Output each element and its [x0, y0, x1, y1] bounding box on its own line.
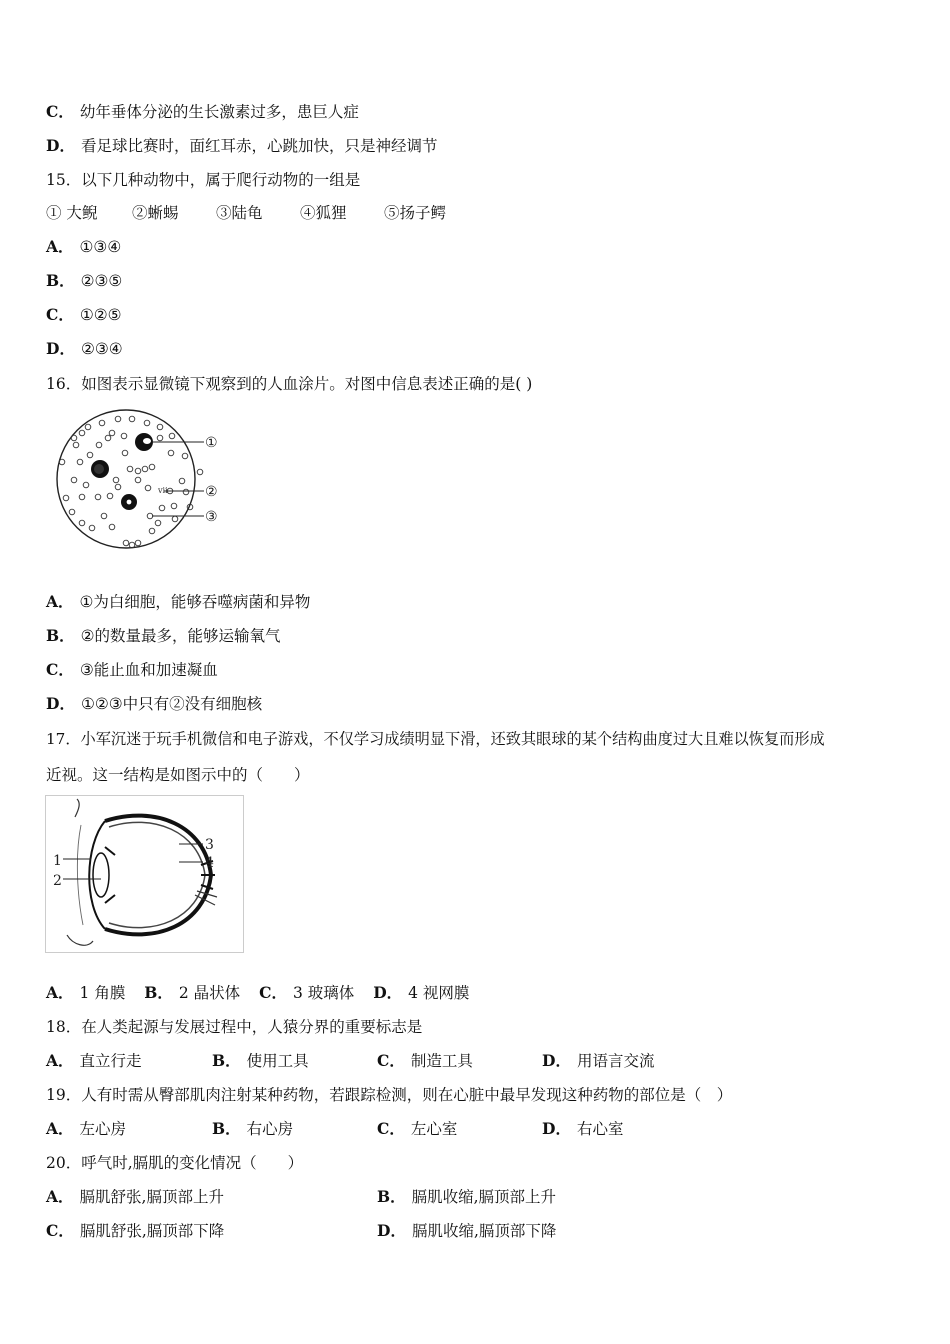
q15-stem: 15．以下几种动物中，属于爬行动物的一组是	[46, 171, 361, 189]
q16-stem: 16．如图表示显微镜下观察到的人血涂片。对图中信息表述正确的是( )	[46, 375, 533, 393]
smear-label-2: ②	[205, 484, 218, 500]
q16-option-d: D． ①②③中只有②没有细胞核	[46, 694, 263, 713]
smear-label-3: ③	[205, 509, 218, 525]
smear-label-1: ①	[205, 435, 218, 451]
q16-option-b: B． ②的数量最多，能够运输氧气	[46, 626, 281, 645]
q17-options: A． 1 角膜 B． 2 晶状体 C． 3 玻璃体 D． 4 视网膜	[46, 983, 470, 1002]
eye-figure	[45, 795, 245, 955]
blood-smear-figure	[52, 405, 232, 555]
eye-label-1: 1	[53, 853, 62, 869]
q15-option-c: C． ①②⑤	[46, 305, 122, 324]
eye-label-2: 2	[53, 873, 62, 889]
q19-stem: 19．人有时需从臀部肌肉注射某种药物，若跟踪检测，则在心脏中最早发现这种药物的部位是（ ）	[46, 1086, 733, 1104]
q20-stem: 20．呼气时,膈肌的变化情况（ ）	[46, 1154, 304, 1172]
blood-smear-svg	[52, 405, 232, 555]
q16-option-c: C． ③能止血和加速凝血	[46, 660, 218, 679]
eye-label-4: 4	[205, 855, 214, 871]
q15-option-a: A． ①③④	[46, 237, 122, 256]
option-d-prev: D． 看足球比赛时，面红耳赤，心跳加快，只是神经调节	[46, 136, 438, 155]
q15-option-d: D． ②③④	[46, 339, 123, 358]
svg-text:ⅶ: ⅶ	[158, 486, 168, 495]
q17-stem-line1: 17．小军沉迷于玩手机微信和电子游戏，不仅学习成绩明显下滑，还致其眼球的某个结构曲度过大且难以恢复而形成	[46, 730, 825, 748]
option-c-prev: C． 幼年垂体分泌的生长激素过多，患巨人症	[46, 102, 359, 121]
q18-stem: 18．在人类起源与发展过程中，人猿分界的重要标志是	[46, 1018, 423, 1036]
q17-stem-line2: 近视。这一结构是如图示中的（ ）	[46, 766, 310, 784]
eye-label-3: 3	[205, 837, 214, 853]
q16-option-a: A． ①为白细胞，能够吞噬病菌和异物	[46, 592, 311, 611]
q15-option-b: B． ②③⑤	[46, 271, 123, 290]
eye-diagram-svg	[45, 795, 245, 955]
